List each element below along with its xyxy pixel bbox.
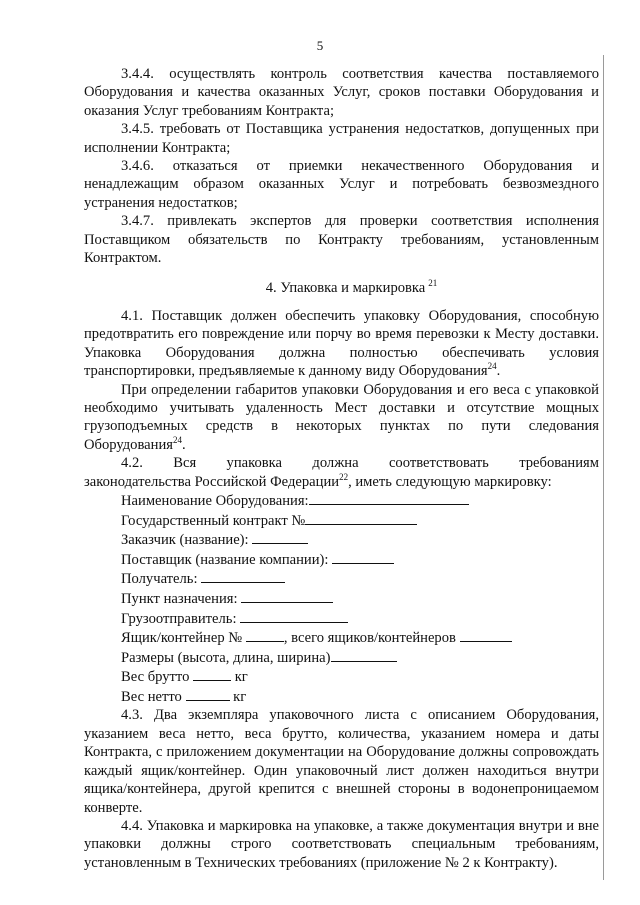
form-label-gross: Вес брутто [121,669,190,686]
paragraph-dimensions-footnote: 24 [172,434,182,445]
form-label-shipper: Грузоотправитель: [121,610,237,627]
paragraph-4-2-tail: , иметь следующую маркировку: [348,473,552,490]
form-blank-shipper [240,609,348,623]
paragraph-4-4: 4.4. Упаковка и маркировка на упаковке, а также документация внутри и вне упаковки должны строго соответствовать специальным требованиям, установленным в Технических требованиях (приложение № 2 к Контракту). [84,817,599,871]
form-row-customer [121,530,599,550]
paragraph-4-3: 4.3. Два экземпляра упаковочного листа с описанием Оборудования, указанием веса нетто, веса брутто, количества, указанием номера и даты Контракта, с приложением документации на Оборудование должны сопровождать каждый ящик/контейнер. Один упаковочный лист должен находиться внутри ящика/контейнера, другой крепится с внешней стороны в водонепроницаемом конверте. [84,707,599,816]
form-row-destination [121,589,599,609]
form-row-supplier [121,550,599,570]
paragraph-3-4-5: 3.4.5. требовать от Поставщика устранения недостатков, допущенных при исполнении Контракта; [84,121,599,156]
paragraph-3-4-7: 3.4.7. привлекать экспертов для проверки соответствия исполнения Поставщиком обязательств по Контракту требованиям, установленным Контрактом. [84,213,599,267]
form-blank-destination [241,589,333,603]
form-blank-recipient [201,569,285,583]
form-blank-supplier [332,550,394,564]
form-label-box-total: , всего ящиков/контейнеров [283,630,456,647]
section-heading [84,274,599,297]
paragraph-3-4-4: 3.4.4. осуществлять контроль соответствия качества поставляемого Оборудования и качества оказанных Услуг, сроков поставки Оборудования и оказания Услуг требованиям Контракта; [84,66,599,119]
paragraph-4-1-footnote: 24 [487,361,497,372]
form-blank-customer [252,530,308,544]
section-heading-footnote: 21 [428,278,438,289]
paragraph-3-4-6: 3.4.6. отказаться от приемки некачественного Оборудования и ненадлежащим образом оказанных Услуг и потребовать безвозмездного устранения недостатков; [84,158,599,211]
paragraph-dimensions: При определении габаритов упаковки Оборудования и его веса с упаковкой необходимо учитывать удаленность Мест доставки и отсутствие мощных грузоподъемных средств в некоторых пунктах по пути следования Оборудования$^{24}$. [84,381,599,453]
form-row-gross [121,667,599,687]
form-row-equipment [121,491,599,511]
scan-edge-line [603,55,604,880]
form-row-shipper [121,609,599,629]
paragraph-4-2-line2 [84,473,599,491]
form-label-destination: Пункт назначения: [121,590,238,607]
form-blank-contract [305,511,417,525]
paragraph-4-2-text: законодательства Российской Федерации [84,473,340,490]
form-row-net [121,687,599,707]
form-blank-equipment [309,491,469,505]
paragraph-4-2-footnote: 22 [339,471,349,482]
form-blank-box-total [460,628,512,642]
form-row-box [121,628,599,648]
paragraph-dimensions-text: При определении габаритов упаковки Оборудования и его веса с упаковкой необходимо учитывать удаленность Мест доставки и отсутствие мощных грузоподъемных средств в некоторых пунктах по пути следования Оборудования [84,381,599,453]
form-label-supplier: Поставщик (название компании): [121,551,329,568]
form-blank-net [186,687,230,701]
form-blank-dimensions [331,648,397,662]
form-label-dimensions: Размеры (высота, длина, ширина) [121,649,331,666]
form-label-net: Вес нетто [121,688,182,705]
form-row-dimensions [121,648,599,668]
form-blank-box [246,628,284,642]
form-unit-net: кг [233,688,247,705]
document-body [84,65,599,872]
form-row-contract [121,511,599,531]
form-label-customer: Заказчик (название): [121,532,249,549]
form-row-recipient [121,569,599,589]
section-heading-text: 4. Упаковка и маркировка [265,280,426,297]
paragraph-4-2-line1: 4.2. Вся упаковка должна соответствовать требованиям [121,455,599,472]
paragraph-4-1-text: 4.1. Поставщик должен обеспечить упаковку Оборудования, способную предотвратить его повреждение или порчу во время перевозки к Месту доставки. Упаковка Оборудования должна полностью обеспечивать условия транспортировки, предъявляемые к данному виду Оборудования [84,307,599,380]
form-unit-gross: кг [234,669,248,686]
form-label-contract: Государственный контракт № [121,512,306,529]
form-label-box: Ящик/контейнер № [121,630,243,647]
form-label-recipient: Получатель: [121,571,198,588]
marking-form [84,491,599,707]
paragraph-4-1: 4.1. Поставщик должен обеспечить упаковку Оборудования, способную предотвратить его повреждение или порчу во время перевозки к Месту доставки. Упаковка Оборудования должна полностью обеспечивать условия транспортировки, предъявляемые к данному виду Оборудования$^{24}$. [84,307,599,380]
form-label-equipment: Наименование Оборудования: [121,492,309,509]
page-number: 5 [316,38,324,53]
form-blank-gross [193,667,231,681]
